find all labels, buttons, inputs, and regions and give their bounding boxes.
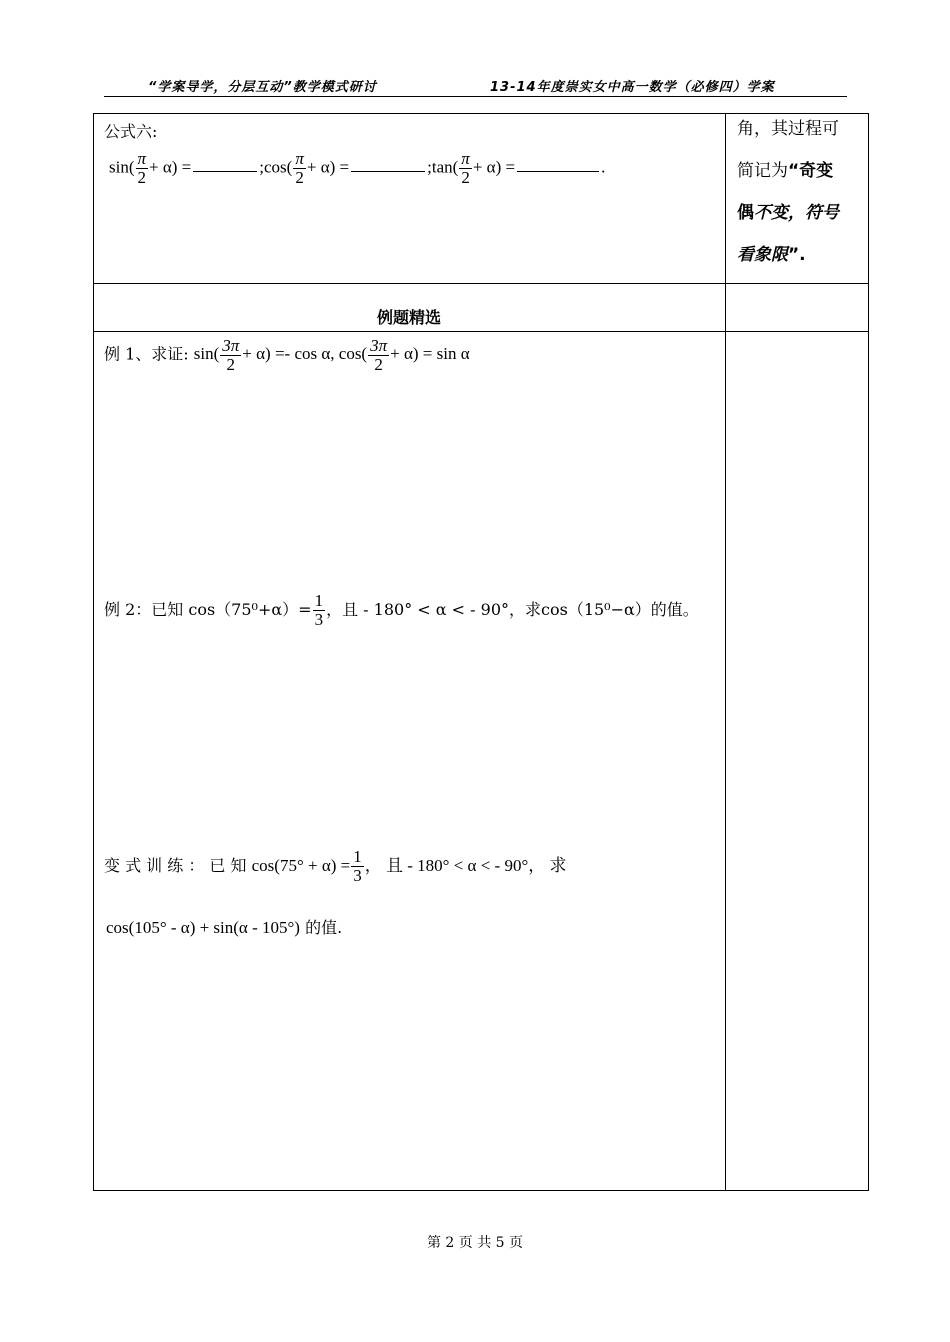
answer-blank-tan[interactable] — [517, 157, 599, 172]
section-title: 例题精选 — [376, 308, 441, 327]
fraction-one-third: $\frac{1}{3}$ — [314, 591, 324, 629]
tan-function: tan( — [431, 157, 459, 177]
cos-function: cos( — [264, 157, 293, 177]
sin-function: sin( — [109, 157, 135, 177]
note-line: 偶不变，符号 — [737, 203, 839, 223]
variant-exercise-line-2: cos(105° - α) + sin(α - 105°) 的值. — [106, 918, 343, 937]
fraction-pi-over-2: $\frac{\pi}{2}$ — [137, 149, 147, 187]
example-1-label: 例 1、求证: — [104, 344, 189, 364]
example-1 — [104, 337, 470, 374]
fraction-pi-over-2: $\frac{\pi}{2}$ — [461, 149, 470, 187]
table-row-divider — [93, 283, 869, 284]
table-column-divider — [725, 113, 726, 1191]
answer-blank-sin[interactable] — [193, 157, 257, 172]
variant-label: 变 式 训 练 ： 已 知 — [104, 856, 247, 875]
note-line: 看象限”. — [737, 245, 806, 265]
formula-six-expression: sin( $\frac{\pi}{2}$ + α) = ;cos( $\frac{\pi}{2}$ + α) = ;tan( $\frac{\pi}{2}$ + α) = . — [109, 149, 606, 187]
example-2-label: 例 2：已知 — [104, 600, 184, 619]
note-line: 角，其过程可 — [737, 119, 839, 139]
table-row-divider — [93, 331, 869, 332]
example-1-expression: sin( $\frac{3\pi}{2}$ + α) =- cos α, cos( $\frac{3\pi}{2}$ + α) = sin α — [193, 336, 470, 374]
example-2: 例 2：已知 cos（75⁰+α）= $\frac{1}{3}$ ，且 - 180° < α < - 90°，求cos（15⁰−α）的值。 — [104, 591, 699, 629]
fraction-pi-over-2: $\frac{\pi}{2}$ — [295, 149, 304, 187]
header-right-title: 13-14年度崇实女中高一数学（必修四）学案 — [490, 80, 775, 95]
header-left-title: “学案导学，分层互动”教学模式研讨 — [148, 80, 377, 95]
note-line: 简记为“奇变 — [737, 161, 834, 181]
formula-six-label: 公式六: — [104, 122, 158, 141]
header-divider — [104, 96, 847, 97]
mnemonic-note — [737, 108, 862, 276]
fraction-one-third: $\frac{1}{3}$ — [353, 847, 362, 885]
answer-blank-cos[interactable] — [351, 157, 425, 172]
page-footer: 第 2 页 共 5 页 — [426, 1235, 524, 1251]
variant-exercise: 变 式 训 练 ： 已 知 cos(75° + α) = $\frac{1}{3}$ ， 且 - 180° < α < - 90°， 求 — [104, 847, 567, 885]
